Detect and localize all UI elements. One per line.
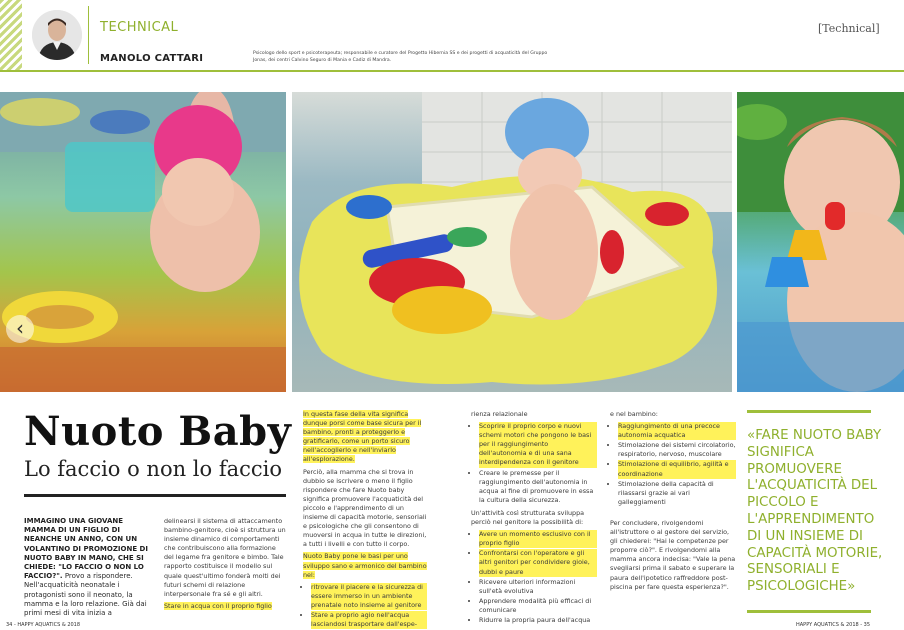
footer-right: HAPPY AQUATICS & 2018 - 35	[796, 622, 871, 628]
list-item: • Apprendere modalità più efficaci di comunicare	[479, 597, 597, 615]
list-item: • Avere un momento esclusivo con il proprio figlio	[479, 530, 597, 548]
column-2-text: delinearsi il sistema di attaccamento bambino-genitore, cioè si struttura un insieme dinamico di comportamenti che contribuiscono alla formazione del legame fra genitore e bimbo. Tale rapporto costituisce il modello sul quale quest'ultimo fonderà molti dei futuri schemi di relazione interpersonale fra sé e gli altri.	[164, 517, 286, 598]
column-4-top: rienza relazionale	[471, 410, 528, 418]
photo-baby-pink-cap	[0, 92, 286, 392]
article-column-3	[303, 410, 427, 630]
lead-caps: IMMAGINO UNA GIOVANE MAMMA DI UN FIGLIO DI NEANCHE UN ANNO, CON UN VOLANTINO DI PROMOZIONE DI NUOTO BABY IN MANO, CHE SI CHIEDE: "LO FACCIO O NON LO FACCIO?".	[24, 517, 148, 581]
list-item: • Creare le premesse per il raggiungimento dell'autonomia in acqua al fine di promuovere in essa la cultura della sicurezza.	[479, 469, 597, 505]
column-5-end: Per concludere, rivolgendomi all'istruttore o al gestore del servizio, gli chiederei: "Hai le competenze per proporre ciò?". E rivolgendomi alla mamma ancora indecisa: "Vale la pena svegliarsi prima il sabato e superare la paura dell'ipotetico raffreddore post-piscina per fare questa esperienza?".	[610, 518, 736, 591]
article-column-2	[164, 517, 286, 611]
header-divider	[88, 6, 89, 64]
column-2-highlight: Stare in acqua con il proprio figlio	[164, 601, 272, 610]
article-column-5	[610, 410, 736, 595]
list-item: • Ricevere ulteriori informazioni sull'età evolutiva	[479, 578, 597, 596]
footer-left: 34 - HAPPY AQUATICS & 2018	[6, 622, 81, 628]
header-rule	[0, 70, 904, 72]
section-label: TECHNICAL	[100, 20, 179, 35]
list-item: • Stimolazione di equilibrio, agilità e coordinazione	[618, 460, 736, 478]
list-item: • Stare a proprio agio nell'acqua lasciandosi trasportare dall'espe-	[311, 611, 427, 629]
column-5-list	[610, 422, 736, 507]
article-column-4	[471, 410, 597, 626]
photo-baby-bell-toy	[737, 92, 904, 392]
column-3-highlight-1: In questa fase della vita significa dunque porsi come base sicura per il bambino, pronti a proteggerlo e gratificarlo, come un porto sicuro nell'accoglierlo e nell'inviarlo all'esplorazione.	[303, 410, 422, 464]
pull-quote: «FARE NUOTO BABY SIGNIFICA PROMUOVERE L'ACQUATICITÀ DEL PICCOLO E L'APPRENDIMENTO DI UN INSIEME DI CAPACITÀ MOTORIE, SENSORIALI E PSICOLOGICHE»	[747, 428, 883, 595]
quote-rule-bottom	[747, 610, 871, 613]
lead-text: Provo a rispondere. Nell'acquaticità neonatale i protagonisti sono il neonato, la mamma e la loro relazione. Già dai primi mesi di vita inizia a	[24, 572, 147, 618]
title-rule	[24, 494, 286, 497]
list-item: • Confrontarsi con l'operatore e gli altri genitori per condividere gioie, dubbi e paure	[479, 549, 597, 576]
quote-rule-top	[747, 410, 871, 413]
author-name: MANOLO CATTARI	[100, 53, 204, 64]
header-stripe-decoration	[0, 0, 22, 70]
author-portrait-icon	[32, 10, 82, 60]
author-byline: Psicologo dello sport e psicoterapeuta; responsabile e curatore del Progetto Hibernia SS e dei progetti di acquaticità del Gruppo Jonas, dei centri Calvino Seguro di Mania e Cadiz di Mandra.	[253, 51, 548, 63]
article-title: Nuoto Baby	[24, 408, 292, 455]
author-avatar	[32, 10, 82, 60]
column-3-highlight-2: Nuoto Baby pone le basi per uno sviluppo sano e armonico del bambino nel:	[303, 552, 427, 579]
article-subtitle: Lo faccio o non lo faccio	[24, 457, 283, 481]
column-4-mid: Un'attività così strutturata sviluppa perciò nel genitore la possibilità di:	[471, 508, 585, 527]
list-item: • Ridurre la propria paura dell'acqua	[479, 616, 597, 625]
photo-baby-blue-cap	[292, 92, 732, 392]
section-tag: [Technical]	[818, 22, 880, 35]
gallery-prev-arrow[interactable]: ‹	[6, 315, 34, 343]
column-4-list-b	[471, 530, 597, 625]
column-3-text: Perciò, alla mamma che si trova in dubbio se iscrivere o meno il figlio rispondere che fare Nuoto baby significa promuovere l'acquaticità del piccolo e l'apprendimento di un insieme di capacità motorie, sensoriali e psicologiche che gli consentono di muoversi in acqua in tutte le direzioni, a tutti i livelli e con tutto il corpo.	[303, 467, 427, 549]
list-item: • Scoprire il proprio corpo e nuovi schemi motori che pongono le basi per il raggiungimento dell'autonomia e di una sana interdipendenza con il genitore	[479, 422, 597, 467]
column-4-list-a	[471, 422, 597, 505]
article-lead	[24, 517, 154, 618]
column-5-top: e nel bambino:	[610, 410, 658, 418]
list-item: • Stimolazione dei sistemi circolatorio, respiratorio, nervoso, muscolare	[618, 441, 736, 459]
list-item: • ritrovare il piacere e la sicurezza di essere immerso in un ambiente prenatale noto insieme al genitore	[311, 583, 427, 610]
list-item: • Raggiungimento di una precoce autonomia acquatica	[618, 422, 736, 440]
column-3-list	[303, 583, 427, 629]
list-item: • Stimolazione della capacità di rilassarsi grazie ai vari galleggiamenti	[618, 480, 736, 507]
